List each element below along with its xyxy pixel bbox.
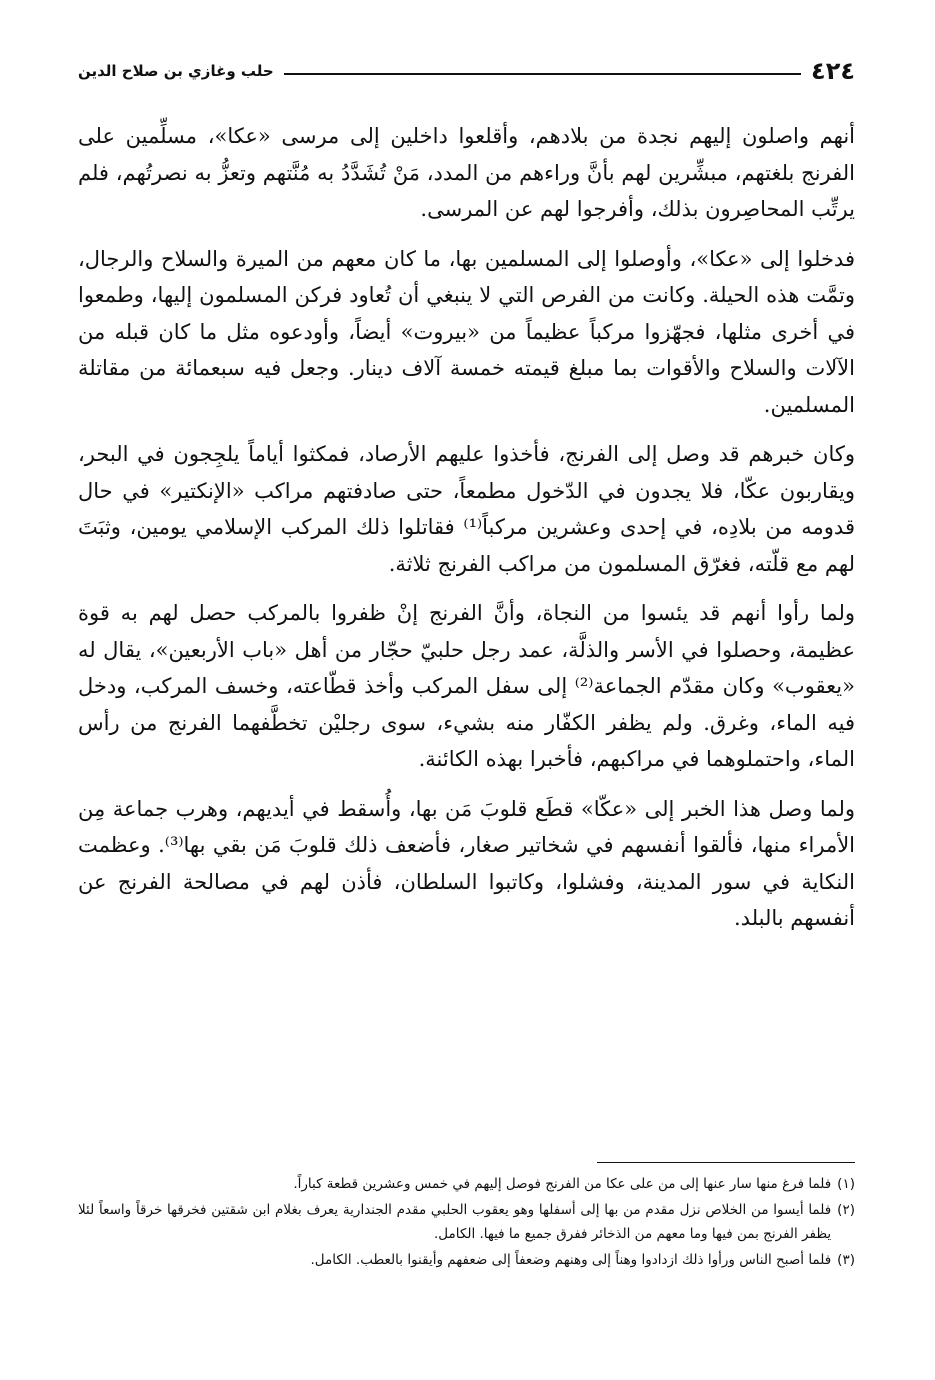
paragraph: ولما وصل هذا الخبر إلى «عكّا» قطَع قلوبَ مَن بها، وأُسقط في أيديهم، وهرب جماعة مِن الأمراء منها، فألقوا أنفسهم في شخاتير صغار، فأضعف ذلك قلوبَ مَن بقي بها⁽³⁾. وعظمت النكاية في سور المدينة، وفشلوا، وكاتبوا السلطان، فأذن لهم في مصالحة الفرنج عن أنفسهم بالبلد. xyxy=(78,796,856,930)
footnote-text: فلما فرغ منها سار عنها إلى من على عكا من الفرنج فوصل إليهم في خمس وعشرين قطعة كباراً. xyxy=(293,1176,832,1192)
footnote-separator xyxy=(597,1162,855,1163)
paragraph: أنهم واصلون إليهم نجدة من بلادهم، وأقلعوا داخلين إلى مرسى «عكا»، مسلِّمين على الفرنج بلغتهم، مبشِّرين لهم بأنَّ وراءهم من المدد، مَنْ تُشَدَّدُ به مُنَّتهم وتعزُّ به نصرتُهم، فلم يرتِّب المحاصِرون بذلك، وأفرجوا لهم عن المرسى. xyxy=(78,124,855,221)
footnote-number: (٣) xyxy=(837,1252,855,1268)
main-text xyxy=(78,118,855,950)
footnote-text: فلما أيسوا من الخلاص نزل مقدم من بها إلى أسفلها وهو يعقوب الحلبي مقدم الجندارية يعرف بغلام ابن شقتين فخرقها خرقاً واسعاً لئلا يظفر الفرنج بمن فيها وما معهم من الذخائر ففرق جميع ما فيها. الكامل. xyxy=(78,1202,832,1242)
paragraph: فدخلوا إلى «عكا»، وأوصلوا إلى المسلمين بها، ما كان معهم من الميرة والسلاح والرجال، وتمَّت هذه الحيلة. وكانت من الفرص التي لا ينبغي أن تُعاود فركن المسلمون إليها، وطمعوا في أخرى مثلها، فجهّزوا مركباً عظيماً من «بيروت» أيضاً، وأودعوه مثل ما كان قبله من الآلات والسلاح والأقوات بما مبلغ قيمته خمسة آلاف دينار. وجعل فيه سبعمائة من مقاتلة المسلمين. xyxy=(78,246,855,417)
header-rule xyxy=(284,73,801,75)
footnote xyxy=(78,1248,855,1272)
page-number: ٤٢٤ xyxy=(811,57,855,85)
footnote xyxy=(78,1172,855,1196)
running-header xyxy=(78,56,855,86)
footnote-number: (١) xyxy=(837,1176,855,1192)
book-title: حلب وغازي بن صلاح الدين xyxy=(78,62,274,80)
footnote-text: فلما أصبح الناس ورأوا ذلك ازدادوا وهناً إلى وهنهم وضعفاً إلى ضعفهم وأيقنوا بالعطب. الكامل. xyxy=(310,1252,832,1268)
paragraph: ولما رأوا أنهم قد يئسوا من النجاة، وأنَّ الفرنج إنْ ظفروا بالمركب حصل لهم به قوة عظيمة، وحصلوا في الأسر والذلَّة، عمد رجل حلبيّ حجّار من أهل «باب الأربعين»، يقال له «يعقوب» وكان مقدّم الجماعة⁽²⁾ إلى سفل المركب وأخذ قطّاعته، وخسف المركب، ودخل فيه الماء، وغرق. ولم يظفر الكفّار منه بشيء، سوى رجليْن تخطَّفهما الفرنج من رأس الماء، واحتملوهما في مراكبهم، فأخبرا بهذه الكائنة. xyxy=(78,601,855,771)
footnote xyxy=(78,1198,855,1246)
footnote-number: (٢) xyxy=(837,1202,855,1218)
footnotes xyxy=(78,1172,855,1274)
paragraph: وكان خبرهم قد وصل إلى الفرنج، فأخذوا عليهم الأرصاد، فمكثوا أياماً يلجِجون في البحر، ويقاربون عكّا، فلا يجدون في الدّخول مطمعاً، حتى صادفتهم مراكب «الإنكتير» في حال قدومه من بلادِه، في إحدى وعشرين مركباً⁽¹⁾ فقاتلوا ذلك المركب الإسلامي يومين، وثبَتَ لهم مع قلّته، فغرّق المسلمون من مراكب الفرنج ثلاثة. xyxy=(78,442,855,576)
